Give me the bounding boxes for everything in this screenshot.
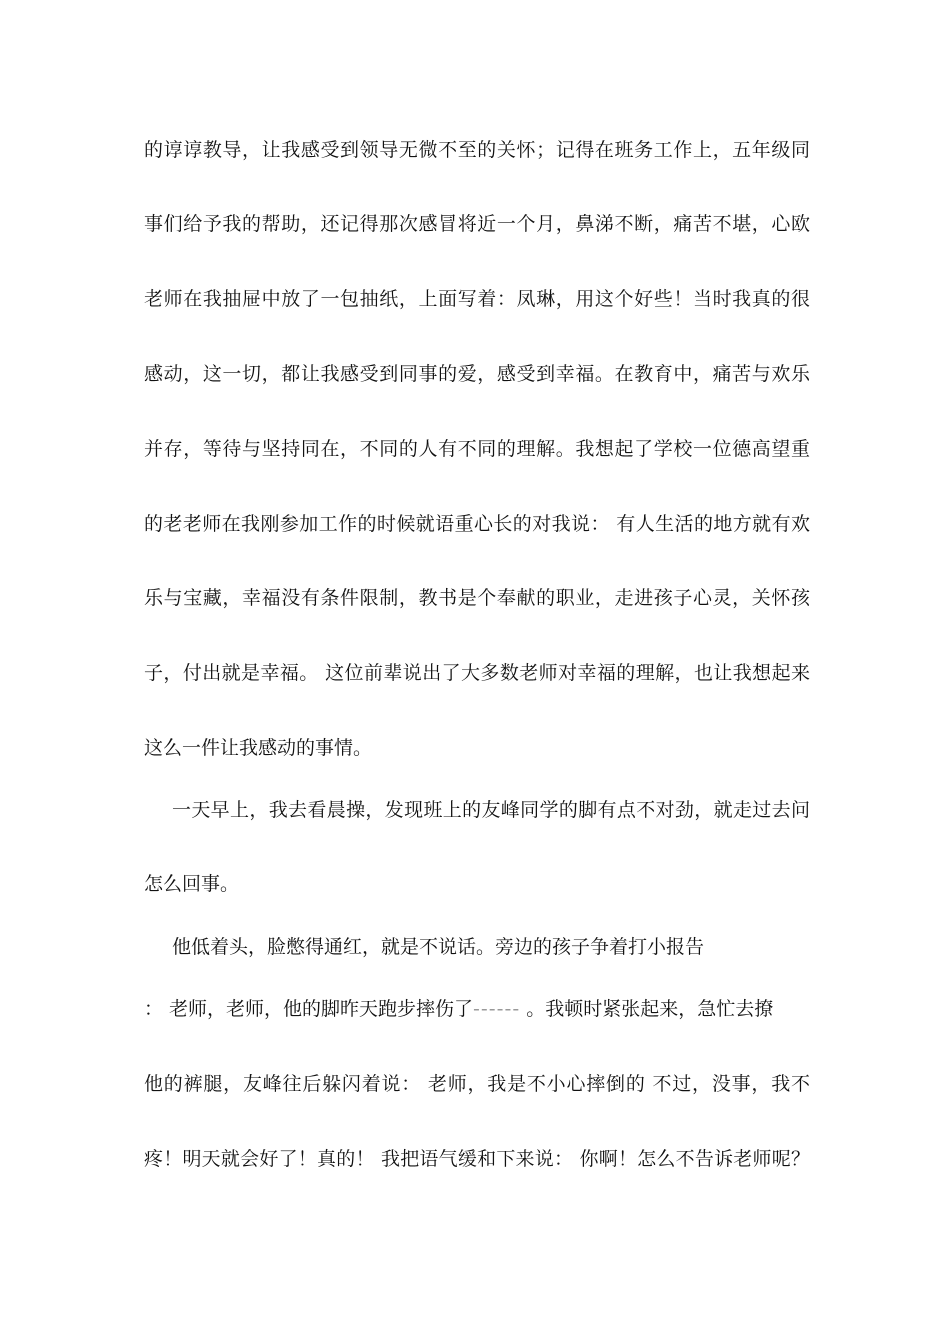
text-line: 老师在我抽屉中放了一包抽纸，上面写着：凤琳，用这个好些！当时我真的很 <box>144 288 810 310</box>
dash-mark: ------ <box>473 998 521 1020</box>
text-line <box>144 996 810 1022</box>
text-line: 的老老师在我刚参加工作的时候就语重心长的对我说： 有人生活的地方就有欢 <box>144 513 810 535</box>
text-line-part: ： 老师，老师，他的脚昨天跑步摔伤了 <box>144 998 474 1020</box>
text-line: 疼！明天就会好了！真的！ 我把语气缓和下来说： 你啊！怎么不告诉老师呢？ <box>144 1148 810 1170</box>
text-line: 并存，等待与坚持同在，不同的人有不同的理解。我想起了学校一位德高望重 <box>144 438 810 460</box>
text-line: 子，付出就是幸福。 这位前辈说出了大多数老师对幸福的理解，也让我想起来 <box>144 662 810 684</box>
text-line: 感动，这一切，都让我感受到同事的爱，感受到幸福。在教育中，痛苦与欢乐 <box>144 363 810 385</box>
text-line-part: 。我顿时紧张起来，急忙去撩 <box>520 998 774 1020</box>
text-line: 乐与宝藏，幸福没有条件限制，教书是个奉献的职业，走进孩子心灵，关怀孩 <box>144 587 810 609</box>
text-line: 他的裤腿，友峰往后躲闪着说： 老师，我是不小心摔倒的 不过，没事，我不 <box>144 1073 810 1095</box>
text-line: 事们给予我的帮助，还记得那次感冒将近一个月，鼻涕不断，痛苦不堪，心欧 <box>144 213 810 235</box>
text-line: 一天早上，我去看晨操，发现班上的友峰同学的脚有点不对劲，就走过去问 <box>172 799 810 821</box>
text-line: 的谆谆教导，让我感受到领导无微不至的关怀；记得在班务工作上，五年级同 <box>144 139 810 161</box>
text-line: 这么一件让我感动的事情。 <box>144 737 373 759</box>
text-line: 他低着头，脸憋得通红，就是不说话。旁边的孩子争着打小报告 <box>172 936 705 958</box>
text-line: 怎么回事。 <box>144 873 240 895</box>
